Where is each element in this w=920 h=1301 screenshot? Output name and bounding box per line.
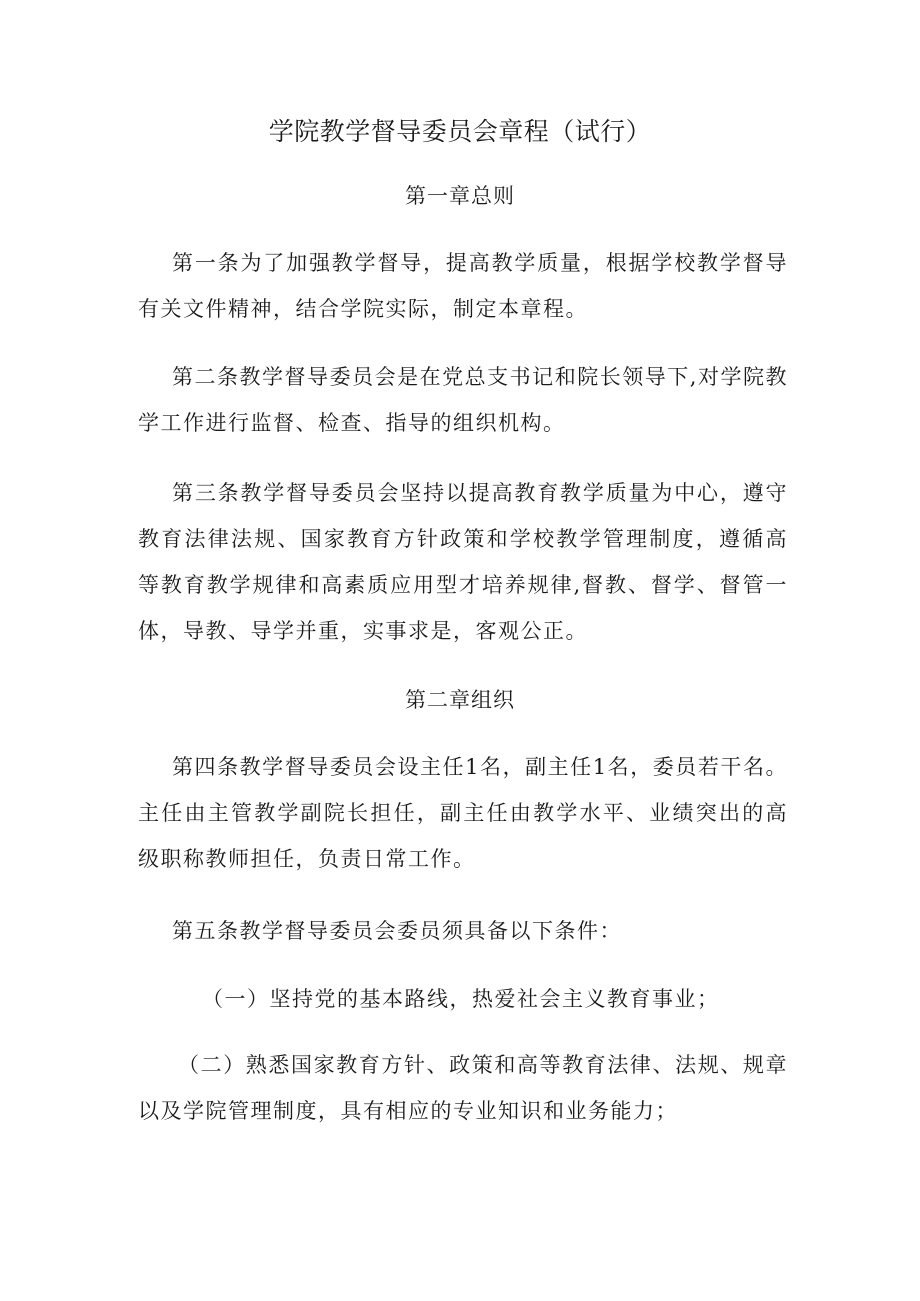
chapter-heading-organization: 第二章组织 — [405, 688, 515, 712]
chapter-heading-general: 第一章总则 — [405, 184, 515, 208]
condition-1: （一）坚持党的基本路线，热爱社会主义教育事业； — [202, 987, 720, 1011]
article-3: 第三条教学督导委员会坚持以提高教育教学质量为中心，遵守教育法律法规、国家教育方针政策和学校教学管理制度，遵循高等教育教学规律和高素质应用型才培养规律,督教、督学、督管一体，导教、导学并重，实事求是，客观公正。 — [138, 481, 788, 643]
condition-2: （二）熟悉国家教育方针、政策和高等教育法律、法规、规章以及学院管理制度，具有相应的专业知识和业务能力； — [138, 1053, 788, 1123]
article-2: 第二条教学督导委员会是在党总支书记和院长领导下,对学院教学工作进行监督、检查、指导的组织机构。 — [138, 365, 788, 435]
article-1: 第一条为了加强教学督导，提高教学质量，根据学校教学督导有关文件精神，结合学院实际，制定本章程。 — [138, 251, 788, 321]
article-4: 第四条教学督导委员会设主任1名，副主任1名，委员若干名。主任由主管教学副院长担任，副主任由教学水平、业绩突出的高级职称教师担任，负责日常工作。 — [138, 755, 788, 871]
article-5: 第五条教学督导委员会委员须具备以下条件： — [172, 919, 622, 943]
document-title: 学院教学督导委员会章程（试行） — [268, 117, 652, 146]
